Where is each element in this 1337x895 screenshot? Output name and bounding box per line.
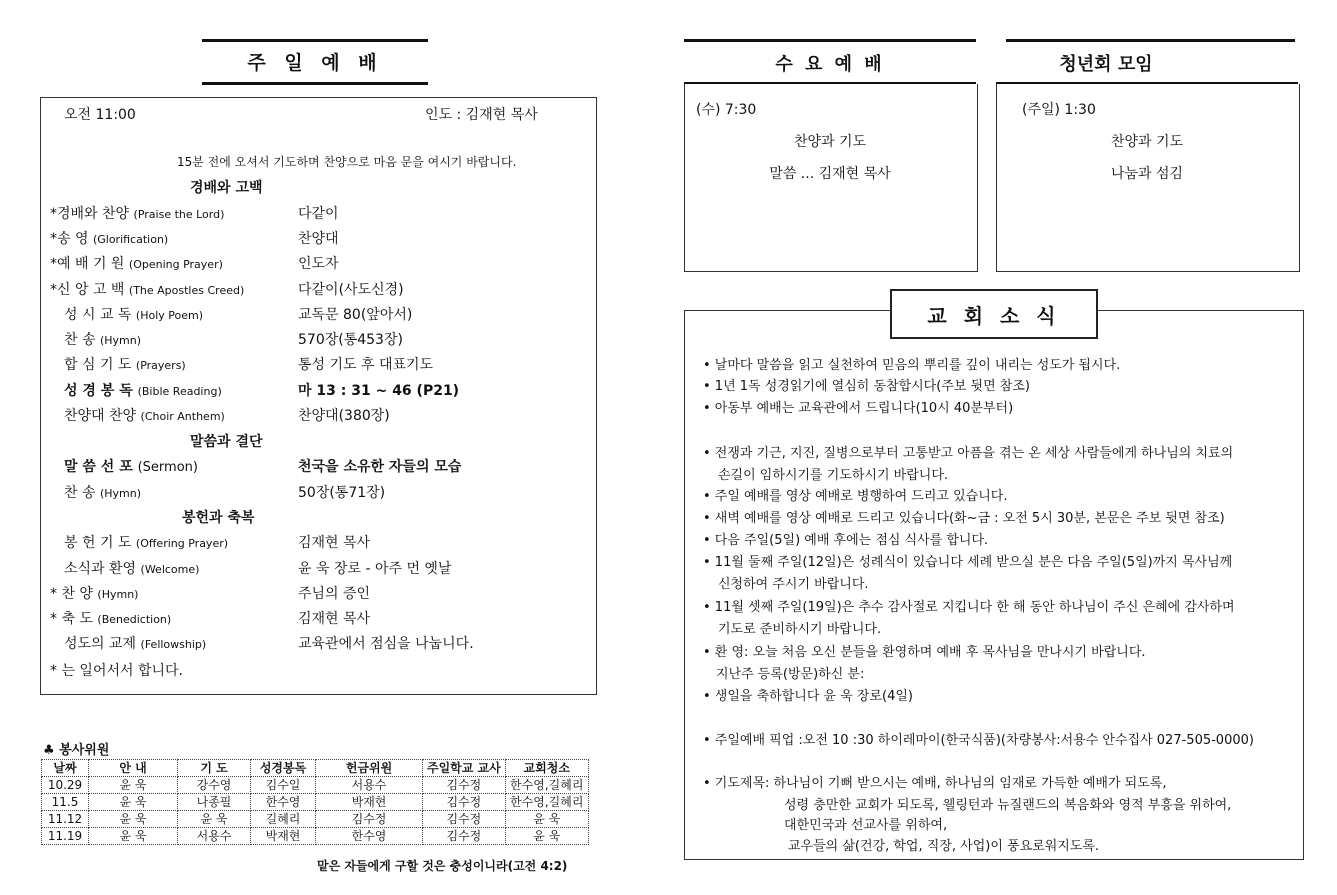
news-item: • 환 영: 오늘 처음 오신 분들을 환영하며 예배 후 목사님을 만나시기 바랍니다. [703,645,1146,660]
news-item: • 전쟁과 기근, 지진, 질병으로부터 고통받고 아픔을 겪는 온 세상 사람들에게 하나님의 치료의 [703,446,1234,461]
service-leader: 인도 : 김재현 목사 [425,107,538,123]
news-item: • 주일예배 픽업 :오전 10 :30 하이레마이(한국식품)(차량봉사:서용수 안수집사 027-505-0000) [703,733,1254,748]
table-header-row: 날짜 안 내 기 도 성경봉독 헌금위원 주일학교 교사 교회청소 [42,760,589,777]
table-row: 11.5 윤 욱 나종필 한수영 박재현 김수정 한수영,길혜리 [42,794,589,811]
news-item: • 다음 주일(5일) 예배 후에는 점심 식사를 합니다. [703,533,989,548]
section-heading: 말씀과 결단 [190,434,263,450]
news-item: • 날마다 말씀을 읽고 실천하여 믿음의 뿌리를 깊이 내리는 성도가 됩시다. [703,358,1121,373]
news-item: • 1년 1독 성경읽기에 열심히 동참합시다(주보 뒷면 참조) [703,379,1030,394]
wednesday-line: 찬양과 기도 [793,134,867,150]
news-item-continued: 지난주 등록(방문)하신 분: [716,667,865,682]
wednesday-time: (수) 7:30 [696,102,757,118]
news-item-continued: 성령 충만한 교회가 되도록, 웰링턴과 뉴질랜드의 복음화와 영적 부흥을 위하여, [784,798,1232,813]
youth-time: (주일) 1:30 [1022,102,1096,118]
news-item-continued: 대한민국과 선교사를 위하여, [784,818,948,833]
volunteers-table [41,759,589,845]
title-bar-top [202,39,428,42]
news-item: • 새벽 예배를 영상 예배로 드리고 있습니다(화~금 : 오전 5시 30분, 본문은 주보 뒷면 참조) [703,511,1225,526]
wednesday-line: 말씀 ... 김재현 목사 [769,166,891,182]
news-item-continued: 교우들의 삶(건강, 학업, 직장, 사업)이 풍요로워지도록. [788,839,1100,854]
news-item: • 11월 셋째 주일(19일)은 추수 감사절로 지킵니다 한 해 동안 하나님이 주신 은혜에 감사하며 [703,600,1235,615]
news-item-continued: 신청하여 주시기 바랍니다. [718,577,869,592]
title-bar-top [684,39,976,42]
service-time: 오전 11:00 [64,107,136,123]
news-item-continued: 기도로 준비하시기 바랍니다. [718,622,882,637]
service-notice: 15분 전에 오셔서 기도하며 찬양으로 마음 문을 여시기 바랍니다. [177,155,517,169]
title-bar-top [1006,39,1295,42]
section-heading: 경배와 고백 [190,180,263,196]
youth-title: 청년회 모임 [1059,54,1153,75]
volunteers-title: ♣ 봉사위원 [43,743,110,758]
wednesday-title: 수 요 예 배 [775,54,885,75]
news-item-continued: 손길이 임하시기를 기도하시기 바랍니다. [718,468,949,483]
table-row: 11.19 윤 욱 서용수 박재현 한수영 김수정 윤 욱 [42,828,589,845]
standing-footnote: * 는 일어서서 합니다. [50,663,183,679]
title-bar-bottom [202,82,428,85]
table-row: 10.29 윤 욱 강수영 김수일 서용수 김수정 한수영,길혜리 [42,777,589,794]
sunday-title: 주 일 예 배 [247,52,383,74]
youth-line: 나눔과 섬김 [1110,166,1184,182]
verse: 맡은 자들에게 구할 것은 충성이니라(고전 4:2) [317,859,568,873]
youth-line: 찬양과 기도 [1110,134,1184,150]
news-item: • 주일 예배를 영상 예배로 병행하여 드리고 있습니다. [703,489,1008,504]
news-item: • 생일을 축하합니다 윤 욱 장로(4일) [703,689,913,704]
news-item: • 11월 둘째 주일(12일)은 성례식이 있습니다 세례 받으실 분은 다음 주일(5일)까지 목사님께 [703,555,1233,570]
table-row: 11.12 윤 욱 윤 욱 길혜리 김수정 김수정 윤 욱 [42,811,589,828]
news-title: 교 회 소 식 [890,289,1098,339]
news-item: • 아동부 예배는 교육관에서 드립니다(10시 40분부터) [703,401,1014,416]
section-heading: 봉헌과 축복 [182,510,255,526]
news-item: • 기도제목: 하나님이 기뻐 받으시는 예배, 하나님의 임재로 가득한 예배가 되도록, [703,776,1167,791]
